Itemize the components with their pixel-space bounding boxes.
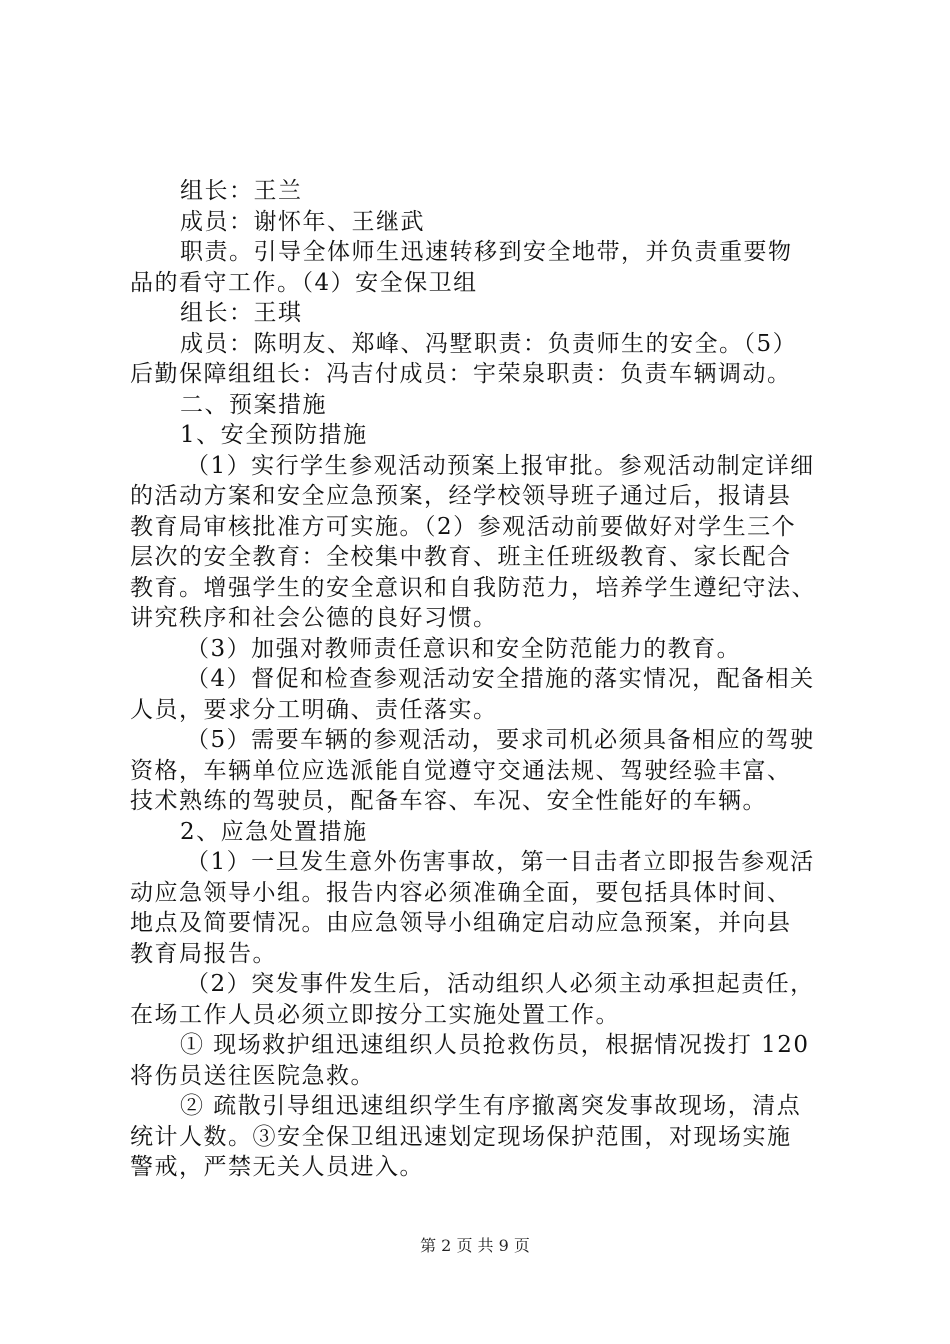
text-line: 技术熟练的驾驶员，配备车容、车况、安全性能好的车辆。 [130,788,767,814]
text-line: 教育局报告。 [130,940,277,967]
section-heading: 二、预案措施 [180,391,327,418]
page-number-footer: 第 2 页 共 9 页 [420,1236,530,1255]
text-line: 成员：谢怀年、王继武 [180,208,425,235]
text-line: 的活动方案和安全应急预案，经学校领导班子通过后，报请县 [130,483,792,509]
text-line: 讲究秩序和社会公德的良好习惯。 [130,605,498,631]
text-line: 将伤员送往医院急救。 [130,1062,375,1089]
text-line: 职责。引导全体师生迅速转移到安全地带，并负责重要物 [180,239,793,265]
text-line: （1）一旦发生意外伤害事故，第一目击者立即报告参观活 [186,849,815,875]
text-line: 层次的安全教育：全校集中教育、班主任班级教育、家长配合 [130,544,792,570]
text-line: 动应急领导小组。报告内容必须准确全面，要包括具体时间、 [130,879,792,906]
text-line: 组长：王兰 [180,178,303,204]
text-line: 组长：王琪 [180,300,303,326]
text-line: （2）突发事件发生后，活动组织人必须主动承担起责任， [186,971,815,997]
text-line: （1）实行学生参观活动预案上报审批。参观活动制定详细 [186,452,815,479]
text-line: 地点及简要情况。由应急领导小组确定启动应急预案，并向县 [130,910,792,936]
text-line: ② 疏散引导组迅速组织学生有序撤离突发事故现场，清点 [180,1093,802,1119]
text-line: 警戒，严禁无关人员进入。 [130,1154,424,1180]
subsection-heading: 1、安全预防措施 [180,422,368,448]
text-line: 品的看守工作。（4）安全保卫组 [130,269,478,296]
text-line: （5）需要车辆的参观活动，要求司机必须具备相应的驾驶 [186,727,815,753]
text-line: 教育局审核批准方可实施。（2）参观活动前要做好对学生三个 [130,513,797,540]
text-line: 成员：陈明友、郑峰、冯墅职责：负责师生的安全。（5） [180,330,798,357]
text-line: 教育。增强学生的安全意识和自我防范力，培养学生遵纪守法、 [130,574,816,601]
text-line: 在场工作人员必须立即按分工实施处置工作。 [130,1001,620,1028]
subsection-heading: 2、应急处置措施 [180,818,368,845]
document-body [130,176,830,1183]
text-line: （4）督促和检查参观活动安全措施的落实情况，配备相关 [186,666,815,692]
text-line: 人员，要求分工明确、责任落实。 [130,696,498,723]
text-line: ① 现场救护组迅速组织人员抢救伤员，根据情况拨打 120 [180,1032,810,1058]
text-line: 统计人数。③安全保卫组迅速划定现场保护范围，对现场实施 [130,1123,792,1150]
text-line: 后勤保障组组长：冯吉付成员：宇荣泉职责：负责车辆调动。 [130,361,792,387]
text-line: （3）加强对教师责任意识和安全防范能力的教育。 [186,635,742,662]
text-line: 资格，车辆单位应选派能自觉遵守交通法规、驾驶经验丰富、 [130,757,792,784]
